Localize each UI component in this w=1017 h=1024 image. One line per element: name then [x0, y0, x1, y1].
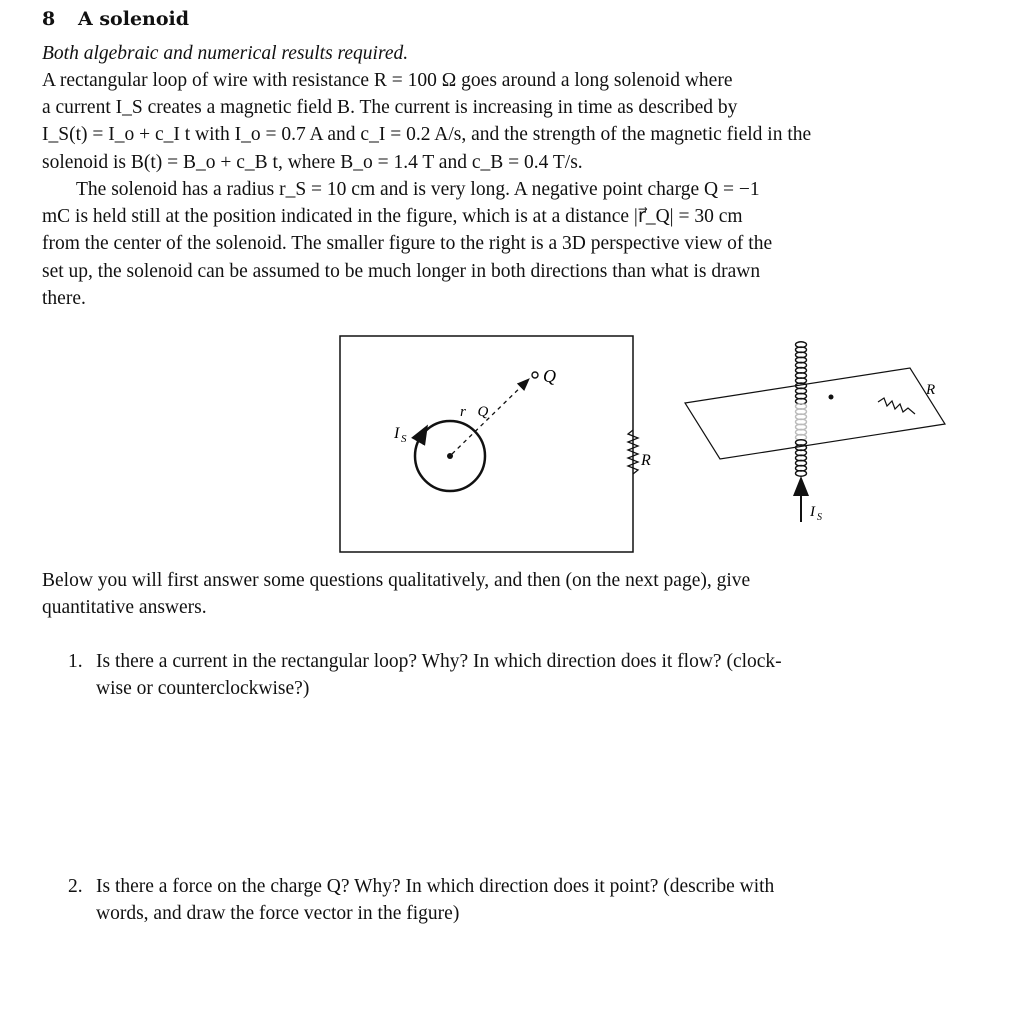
perspective-view-diagram	[685, 342, 945, 523]
paragraph-solenoid	[42, 176, 954, 312]
perspective-current-subscript: S	[817, 512, 822, 523]
current-subscript: S	[401, 433, 407, 445]
section-title: A solenoid	[78, 8, 190, 30]
paragraph-line: from the center of the solenoid. The smaller figure to the right is a 3D perspective view of the	[42, 233, 773, 255]
problem-subtitle	[42, 40, 954, 67]
top-view-diagram	[340, 336, 651, 552]
resistor-label: R	[641, 452, 651, 469]
charge-point	[532, 372, 538, 378]
section-heading	[42, 8, 189, 30]
question-line: Is there a current in the rectangular loop? Why? In which direction does it flow? (clock-	[96, 651, 782, 672]
perspective-resistor	[878, 398, 915, 414]
paragraph-setup	[42, 67, 954, 176]
question-number: 1.	[68, 651, 83, 672]
paragraph-line: mC is held still at the position indicated in the figure, which is at a distance |r⃗_Q| = 30 cm	[42, 206, 743, 228]
question-text	[96, 648, 958, 702]
question-number: 2.	[68, 876, 83, 897]
question-text	[96, 873, 958, 927]
current-label: I	[394, 425, 400, 442]
perspective-current-label: I	[810, 504, 815, 520]
perspective-charge	[829, 395, 834, 400]
solenoid-figure	[330, 330, 970, 560]
position-vector-label: r⃗Q	[460, 404, 489, 420]
paragraph-intro-questions	[42, 567, 954, 621]
question-line: wise or counterclockwise?)	[96, 678, 310, 700]
paragraph-line: quantitative answers.	[42, 597, 207, 619]
paragraph-line: I_S(t) = I_o + c_I t with I_o = 0.7 A and c_I = 0.2 A/s, and the strength of the magnetic field in the	[42, 124, 812, 146]
loop-plane	[685, 368, 945, 459]
paragraph-line: there.	[42, 287, 86, 309]
paragraph-line: A rectangular loop of wire with resistance R = 100 Ω goes around a long solenoid where	[42, 70, 733, 91]
paragraph-line: a current I_S creates a magnetic field B. The current is increasing in time as described by	[42, 97, 738, 119]
section-number: 8	[42, 8, 56, 30]
perspective-resistor-label: R	[926, 382, 936, 398]
charge-label: Q	[543, 366, 556, 386]
paragraph-line: solenoid is B(t) = B_o + c_B t, where B_o = 1.4 T and c_B = 0.4 T/s.	[42, 151, 583, 173]
subtitle-text: Both algebraic and numerical results required.	[42, 43, 409, 64]
paragraph-line: Below you will first answer some questions qualitatively, and then (on the next page), give	[42, 570, 751, 591]
current-arrow	[418, 428, 426, 442]
question-line: words, and draw the force vector in the figure)	[96, 903, 460, 925]
solenoid-coils	[796, 342, 807, 477]
paragraph-line: The solenoid has a radius r_S = 10 cm and is very long. A negative point charge Q = −1	[76, 179, 760, 200]
question-line: Is there a force on the charge Q? Why? In which direction does it point? (describe with	[96, 876, 775, 897]
rectangular-loop	[340, 336, 633, 552]
figure-svg	[330, 330, 970, 560]
paragraph-line: set up, the solenoid can be assumed to be much longer in both directions than what is drawn	[42, 260, 761, 282]
